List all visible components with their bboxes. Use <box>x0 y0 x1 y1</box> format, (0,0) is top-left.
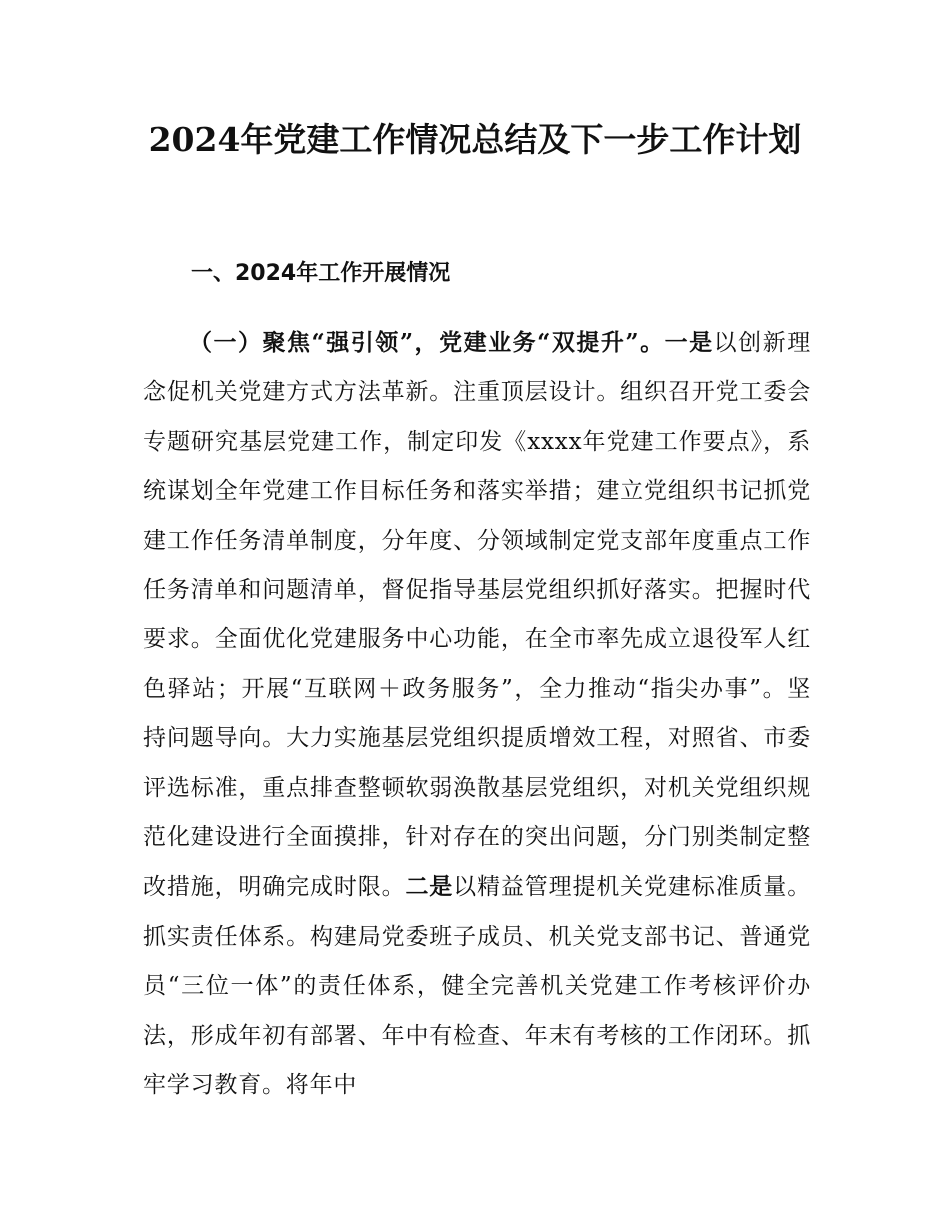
paragraph-text-first: 以创新理念促机关党建方式方法革新。注重顶层设计。组织召开党工委会专题研究基层党建工作，制定印发《xxxx年党建工作要点》，系统谋划全年党建工作目标任务和落实举措；建立党组织书记抓党建工作任务清单制度，分年度、分领域制定党支部年度重点工作任务清单和问题清单，督促指导基层党组织抓好落实。把握时代要求。全面优化党建服务中心功能，在全市率先成立退役军人红色驿站；开展“互联网＋政务服务”，全力推动“指尖办事”。坚持问题导向。大力实施基层党组织提质增效工程，对照省、市委评选标准，重点排查整顿软弱涣散基层党组织，对机关党组织规范化建设进行全面摸排，针对存在的突出问题，分门别类制定整改措施，明确完成时限。 <box>143 330 812 901</box>
body-paragraph <box>143 318 811 1111</box>
document-title: 2024年党建工作情况总结及下一步工作计划 <box>148 120 802 159</box>
paragraph-marker-first: 一是 <box>664 329 714 356</box>
section-heading: 一、2024年工作开展情况 <box>191 261 451 286</box>
paragraph-text-second: 以精益管理提机关党建标准质量。抓实责任体系。构建局党委班子成员、机关党支部书记、普通党员“三位一体”的责任体系，健全完善机关党建工作考核评价办法，形成年初有部署、年中有检查、年末有考核的工作闭环。抓牢学习教育。将年中 <box>143 874 811 1099</box>
paragraph-lead-heading: （一）聚焦“强引领”，党建业务“双提升”。 <box>189 329 665 356</box>
paragraph-marker-second: 二是 <box>405 873 454 901</box>
